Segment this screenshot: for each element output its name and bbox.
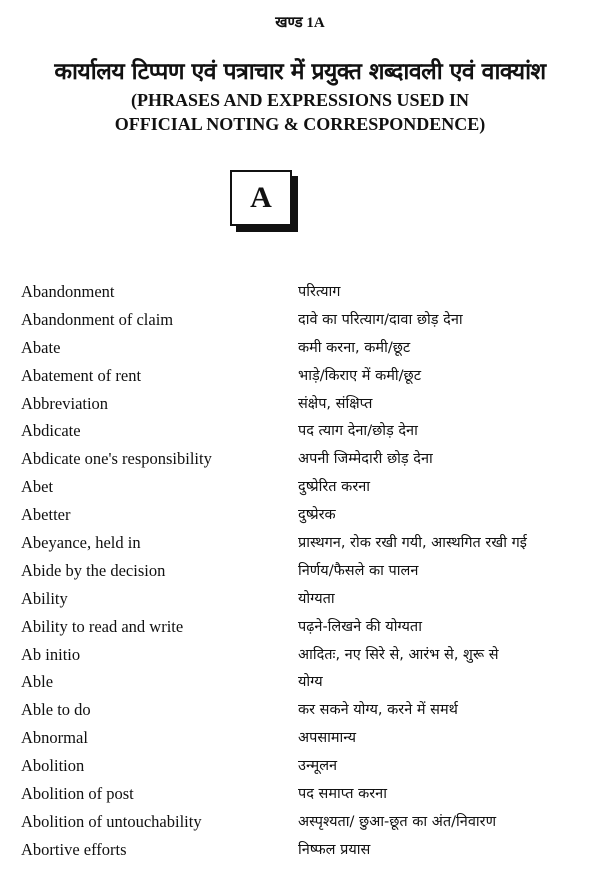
glossary-entry	[0, 364, 600, 392]
entry-translation: निष्फल प्रयास	[298, 841, 371, 858]
entry-translation: अस्पृश्यता/ छुआ-छूत का अंत/निवारण	[298, 813, 497, 830]
entry-term: Abnormal	[21, 728, 88, 748]
glossary-entry	[0, 419, 600, 447]
glossary-entry	[0, 447, 600, 475]
entry-translation: अपसामान्य	[298, 730, 356, 747]
glossary-entry	[0, 754, 600, 782]
entry-term: Abolition	[21, 756, 85, 776]
glossary-entry	[0, 475, 600, 503]
glossary-entry	[0, 503, 600, 531]
entry-term: Abetter	[21, 505, 71, 525]
entry-translation: अपनी जिम्मेदारी छोड़ देना	[298, 451, 433, 468]
glossary-entry	[0, 531, 600, 559]
entry-term: Abdicate one's responsibility	[21, 449, 212, 469]
entry-term: Abolition of untouchability	[21, 811, 202, 831]
glossary-entry	[0, 336, 600, 364]
glossary-entry	[0, 670, 600, 698]
entry-translation: दावे का परित्याग/दावा छोड़ देना	[298, 311, 463, 328]
entry-term: Abandonment	[21, 282, 115, 301]
entry-translation: योग्य	[298, 674, 323, 691]
entry-translation: पद त्याग देना/छोड़ देना	[298, 423, 418, 440]
glossary-entry	[0, 726, 600, 754]
hindi-title: कार्यालय टिप्पण एवं पत्राचार में प्रयुक्त शब्दावली एवं वाक्यांश	[54, 59, 546, 85]
glossary-entry	[0, 559, 600, 587]
entry-translation: पद समाप्त करना	[298, 786, 387, 803]
entry-translation: पढ़ने-लिखने की योग्यता	[298, 618, 422, 635]
letter-heading: A	[250, 181, 272, 214]
entry-term: Abet	[21, 477, 54, 497]
entry-term: Ability	[21, 588, 68, 608]
glossary-entry	[0, 392, 600, 420]
entry-term: Abolition of post	[21, 784, 134, 804]
glossary-entry	[0, 838, 600, 866]
glossary-entry	[0, 782, 600, 810]
entry-translation: संक्षेप, संक्षिप्त	[298, 395, 373, 412]
letter-heading-box	[230, 170, 292, 226]
glossary-entry	[0, 643, 600, 671]
glossary-entry	[0, 587, 600, 615]
entry-translation: योग्यता	[298, 590, 335, 607]
glossary-entry	[0, 810, 600, 838]
entry-translation: कमी करना, कमी/छूट	[298, 339, 411, 356]
entry-term: Abatement of rent	[21, 365, 142, 385]
entry-term: Abide by the decision	[21, 560, 166, 580]
entry-translation: कर सकने योग्य, करने में समर्थ	[298, 702, 458, 719]
entry-term: Ab initio	[21, 644, 81, 664]
entry-term: Abate	[21, 337, 61, 357]
entry-term: Able	[21, 672, 54, 692]
entry-term: Abdicate	[21, 421, 81, 441]
english-title-line-2: OFFICIAL NOTING & CORRESPONDENCE)	[114, 114, 486, 134]
entry-term: Ability to read and write	[21, 616, 184, 636]
section-label: खण्ड 1A	[275, 15, 325, 31]
entry-term: Abandonment of claim	[21, 309, 174, 329]
entry-term: Abeyance, held in	[21, 533, 141, 553]
entry-translation: प्रास्थगन, रोक रखी गयी, आस्थगित रखी गई	[298, 535, 527, 552]
glossary-list	[0, 280, 600, 866]
entry-term: Abbreviation	[21, 393, 109, 413]
entry-term: Able to do	[21, 700, 91, 720]
glossary-entry	[0, 308, 600, 336]
entry-translation: निर्णय/फैसले का पालन	[298, 562, 419, 579]
entry-term: Abortive efforts	[21, 839, 127, 859]
entry-translation: दुष्प्रेरक	[298, 507, 336, 524]
entry-translation: परित्याग	[298, 284, 341, 300]
glossary-entry	[0, 280, 600, 308]
english-title	[0, 88, 600, 136]
english-title-line-1: (PHRASES AND EXPRESSIONS USED IN	[130, 90, 470, 110]
glossary-entry	[0, 698, 600, 726]
entry-translation: आदितः, नए सिरे से, आरंभ से, शुरू से	[298, 646, 499, 663]
entry-translation: भाड़े/किराए में कमी/छूट	[298, 367, 421, 384]
glossary-entry	[0, 615, 600, 643]
entry-translation: उन्मूलन	[298, 758, 338, 775]
entry-translation: दुष्प्रेरित करना	[298, 479, 371, 496]
